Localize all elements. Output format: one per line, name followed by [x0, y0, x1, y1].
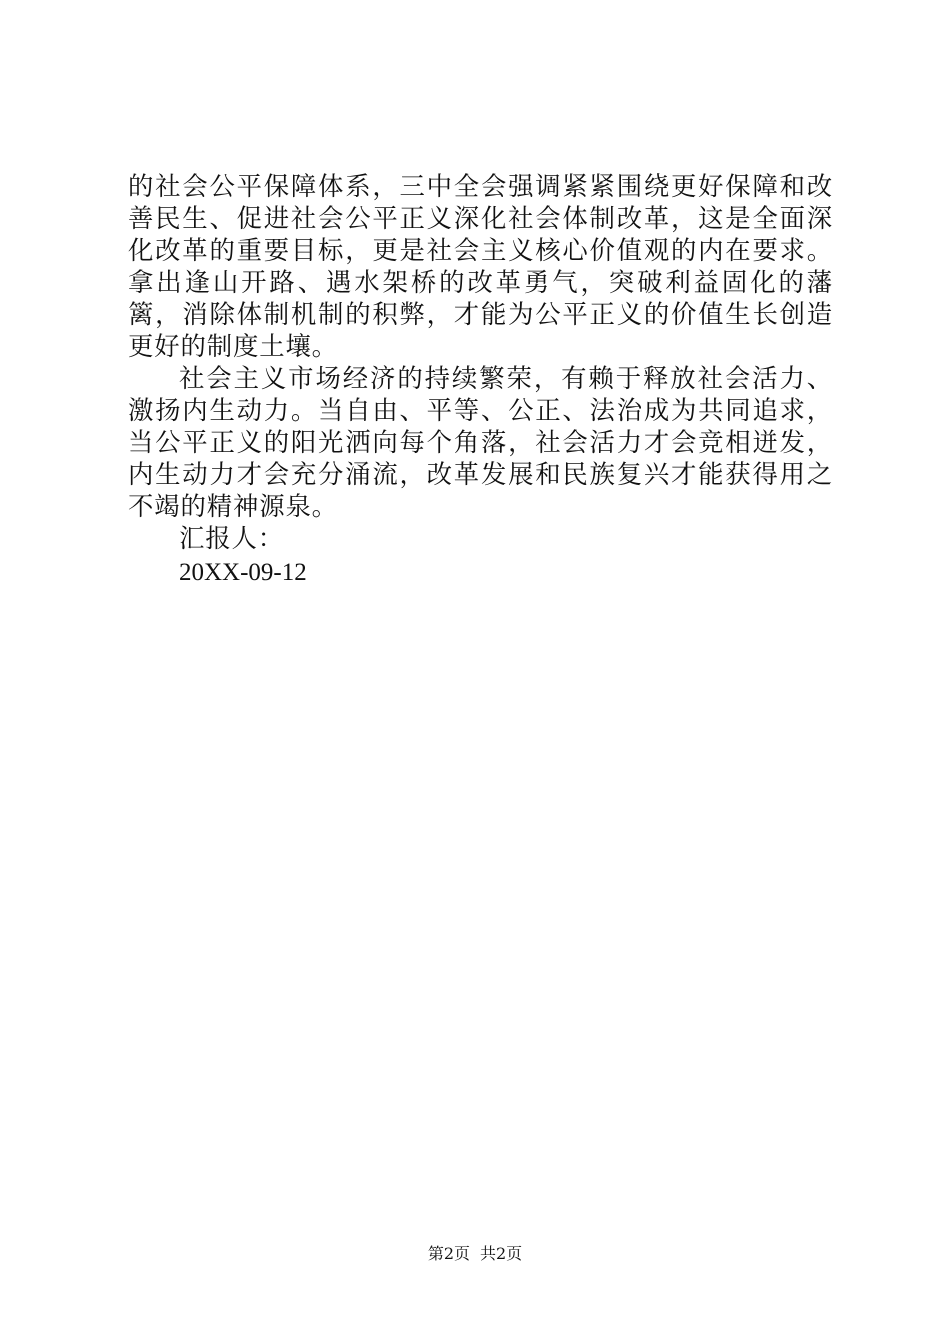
document-body [128, 170, 833, 589]
page-number-current: 第2页 [427, 1244, 470, 1263]
paragraph-1: 的社会公平保障体系，三中全会强调紧紧围绕更好保障和改善民生、促进社会公平正义深化社会体制改革，这是全面深化改革的重要目标，更是社会主义核心价值观的内在要求。拿出逢山开路、遇水架桥的改革勇气，突破利益固化的藩篱，消除体制机制的积弊，才能为公平正义的价值生长创造更好的制度土壤。 [128, 171, 833, 361]
reporter-label: 汇报人： [179, 523, 284, 553]
report-date: 20XX-09-12 [179, 559, 307, 586]
page-number-total: 共2页 [480, 1244, 523, 1263]
page-footer [0, 1243, 950, 1265]
paragraph-2: 社会主义市场经济的持续繁荣，有赖于释放社会活力、激扬内生动力。当自由、平等、公正、法治成为共同追求，当公平正义的阳光洒向每个角落，社会活力才会竞相迸发，内生动力才会充分涌流，改革发展和民族复兴才能获得用之不竭的精神源泉。 [128, 363, 833, 521]
